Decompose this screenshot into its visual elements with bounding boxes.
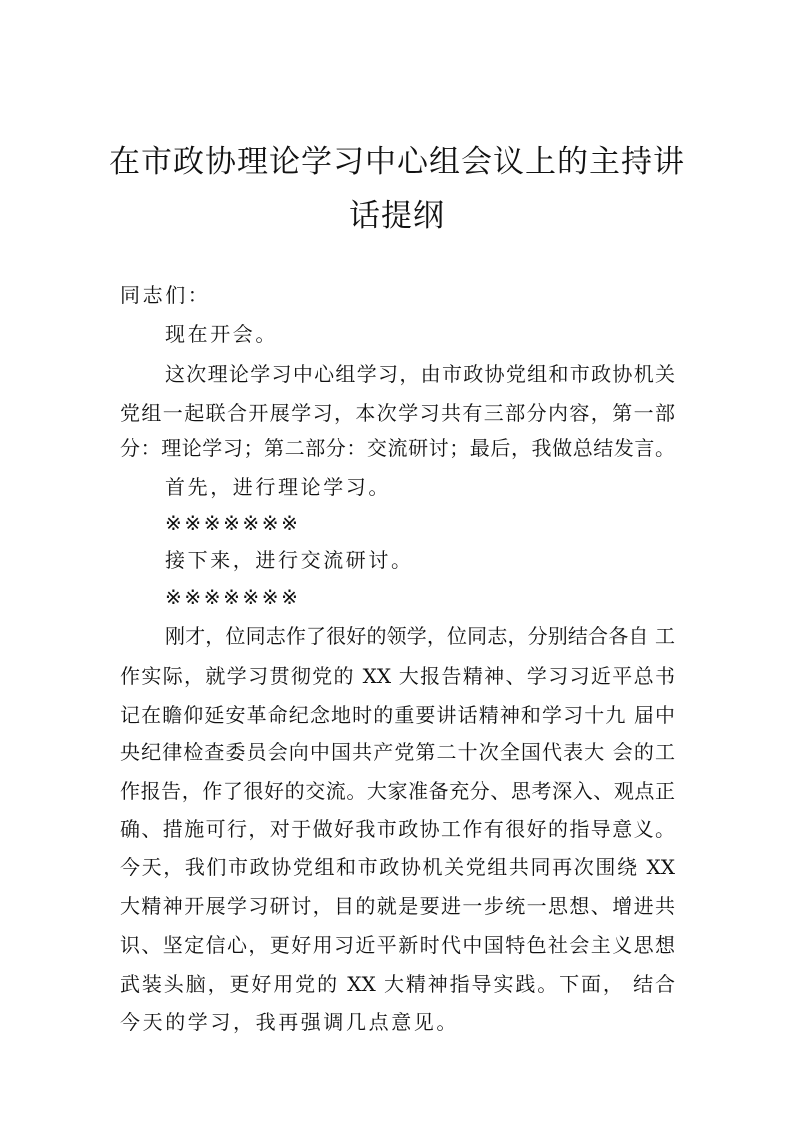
paragraph-line: 今天的学习，我再强调几点意见。 xyxy=(120,1010,459,1034)
paragraph-line: 确、措施可行，对于做好我市政协工作有很好的指导意义。 xyxy=(120,817,675,841)
paragraph-line: 作报告，作了很好的交流。大家准备充分、思考深入、观点正 xyxy=(120,779,675,803)
paragraph-line: 刚才，位同志作了很好的领学，位同志，分别结合各自 工 xyxy=(165,624,675,648)
paragraph-line: 作实际，就学习贯彻党的 XX 大报告精神、学习习近平总书 xyxy=(120,664,675,688)
paragraph-line: 这次理论学习中心组学习，由市政协党组和市政协机关 xyxy=(165,362,675,386)
paragraph-line: 党组一起联合开展学习，本次学习共有三部分内容，第一部 xyxy=(120,401,675,425)
paragraph-line: 识、坚定信心，更好用习近平新时代中国特色社会主义思想 xyxy=(120,933,675,957)
placeholder-marks: ※※※※※※※ xyxy=(165,511,301,535)
placeholder-marks: ※※※※※※※ xyxy=(165,585,301,609)
document-title-line-1: 在市政协理论学习中心组会议上的主持讲 xyxy=(109,144,685,180)
paragraph-line: 现在开会。 xyxy=(165,322,278,346)
document-title-line-2: 话提纲 xyxy=(349,198,445,234)
paragraph-line: 大精神开展学习研讨，目的就是要进一步统一思想、增进共 xyxy=(120,894,675,918)
paragraph-line: 武装头脑，更好用党的 XX 大精神指导实践。下面， 结合 xyxy=(120,972,675,996)
paragraph-line: 分：理论学习；第二部分：交流研讨；最后，我做总结发言。 xyxy=(120,436,675,460)
paragraph-line: 今天，我们市政协党组和市政协机关党组共同再次围绕 XX xyxy=(120,855,675,879)
paragraph-line: 央纪律检查委员会向中国共产党第二十次全国代表大 会的工 xyxy=(120,740,675,764)
paragraph-line: 记在瞻仰延安革命纪念地时的重要讲话精神和学习十九 届中 xyxy=(120,703,675,727)
salutation: 同志们： xyxy=(120,283,211,307)
paragraph-line: 接下来，进行交流研讨。 xyxy=(165,548,414,572)
paragraph-line: 首先，进行理论学习。 xyxy=(165,475,391,499)
